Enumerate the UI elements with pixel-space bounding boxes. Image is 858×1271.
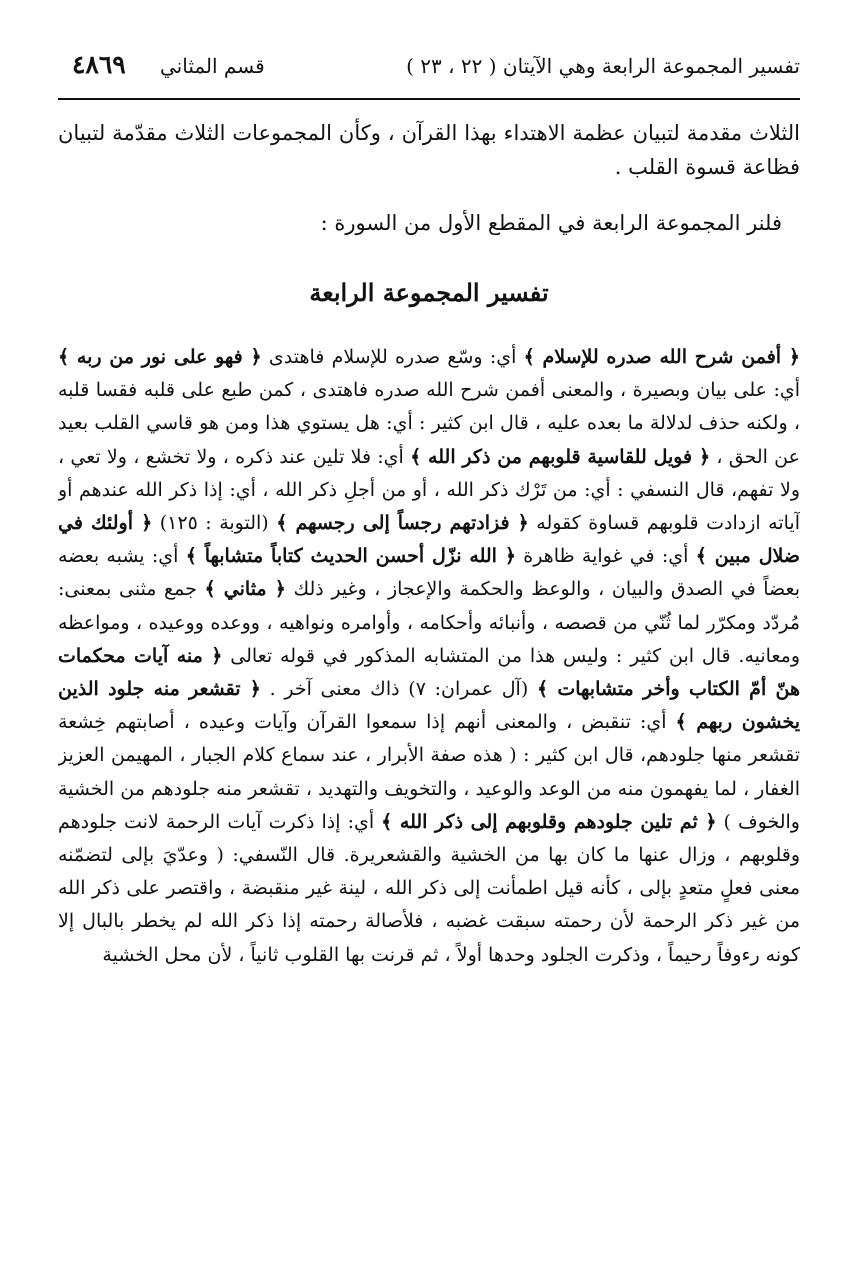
commentary-text: جمع مثنى بمعنى: مُردّد ومكرّر لما ثُنّي من قصصه ، وأنبائه وأحكامه ، وأوامره ونواهيه ، ووعده ووعيده ، ومواعظه ومعانيه. قال ابن كثير : وليس هذا من المتشابه المذكور في قوله تعالى	[58, 578, 800, 667]
intro-block	[58, 116, 800, 240]
commentary-text: أي: فلا تلين عند ذكره ، ولا تخشع ، ولا تعي ، ولا تفهم، قال النسفي : أي: من تَرْك ذكر الله ، أو من أجلِ ذكر الله ، أي: إذا ذكر الله عندهم أو آياته ازدادت قلوبهم قساوة كقوله	[58, 445, 800, 535]
commentary-text: أي: في غواية ظاهرة	[515, 545, 696, 568]
quran-verse: ﴿ أولئك في ضلال مبين ﴾	[58, 512, 800, 568]
quran-verse: ﴿ منه آيات محكمات هنّ أمّ الكتاب وأخر متشابهات ﴾	[58, 644, 800, 701]
section-name: قسم المثاني	[160, 54, 265, 78]
page-header	[58, 40, 800, 100]
page-number: ٤٨٦٩	[72, 50, 126, 79]
section-heading: تفسير المجموعة الرابعة	[309, 278, 549, 307]
commentary-text: أي: على بيان وبصيرة ، والمعنى أفمن شرح الله صدره فاهتدى ، كمن طبع على قلبه فقسا قلبه ، ولكنه حذف لدلالة ما بعده عليه ، قال ابن كثير : أي: هل يستوي هذا ومن هو قاسي القلب بعيد عن الحق ،	[58, 379, 800, 468]
commentary-text: (التوبة : ١٢٥)	[152, 512, 277, 535]
commentary-text: أي: تنقبض ، والمعنى أنهم إذا سمعوا القرآن وآيات وعيده ، أصابتهم خِشعة تقشعر منها جلودهم، قال ابن كثير : ( هذه صفة الأبرار ، عند سماع كلام الجبار ، المهيمن العزيز الغفار ، لما يفهمون منه من الوعد والوعيد ، والتخويف والتهديد ، تقشعر منه جلودهم من الخشية والخوف )	[58, 711, 800, 833]
quran-verse: ﴿ فزادتهم رجساً إلى رجسهم ﴾	[276, 512, 529, 535]
intro-paragraph: الثلاث مقدمة لتبيان عظمة الاهتداء بهذا القرآن ، وكأن المجموعات الثلاث مقدّمة لتبيان فظاعة قسوة القلب .	[58, 121, 800, 179]
quran-verse: ﴿ فويل للقاسية قلوبهم من ذكر الله ﴾	[410, 445, 711, 468]
commentary-body	[58, 341, 800, 972]
quran-verse: ﴿ فهو على نور من ربه ﴾	[58, 346, 262, 368]
quran-verse: ﴿ مثاني ﴾	[204, 578, 286, 601]
commentary-text: أي: يشبه بعضه بعضاً في الصدق والبيان ، والوعظ والحكمة والإعجاز ، وغير ذلك	[58, 545, 800, 601]
commentary-text: أي: وسّع صدره للإسلام فاهتدى	[261, 346, 524, 368]
book-page	[58, 40, 800, 1255]
quran-verse: ﴿ ثم تلين جلودهم وقلوبهم إلى ذكر الله ﴾	[381, 810, 717, 833]
commentary-text: (آل عمران: ٧) ذاك معنى آخر .	[260, 678, 537, 701]
quran-verse: ﴿ الله نزّل أحسن الحديث كتاباً متشابهاً ﴾	[185, 545, 516, 568]
quran-verse: ﴿ تقشعر منه جلود الذين يخشون ربهم ﴾	[58, 678, 800, 734]
commentary-text: أي: إذا ذكرت آيات الرحمة لانت جلودهم وقلوبهم ، وزال عنها ما كان بها من الخشية والقشعريرة. قال النّسفي: ( وعدّيَ بإلى لتضمّنه معنى فعلٍ متعدٍ بإلى ، كأنه قيل اطمأنت إلى ذكر الله ، لينة غير منقبضة ، واقتصر على ذكر الله من غير ذكر الرحمة لأن رحمته سبقت غضبه ، فلأصالة رحمته إذا ذكر الله لم يخطر بالبال إلا كونه رءوفاً رحيماً ، وذكرت الجلود وحدها أولاً ، ثم قرنت بها القلوب ثانياً ، لأن محل الخشية	[58, 810, 800, 966]
quran-verse: ﴿ أفمن شرح الله صدره للإسلام ﴾	[523, 346, 800, 368]
intro-lead-in: فلنر المجموعة الرابعة في المقطع الأول من السورة :	[320, 211, 782, 235]
running-title: تفسير المجموعة الرابعة وهي الآيتان ( ٢٢ ، ٢٣ )	[406, 54, 800, 78]
